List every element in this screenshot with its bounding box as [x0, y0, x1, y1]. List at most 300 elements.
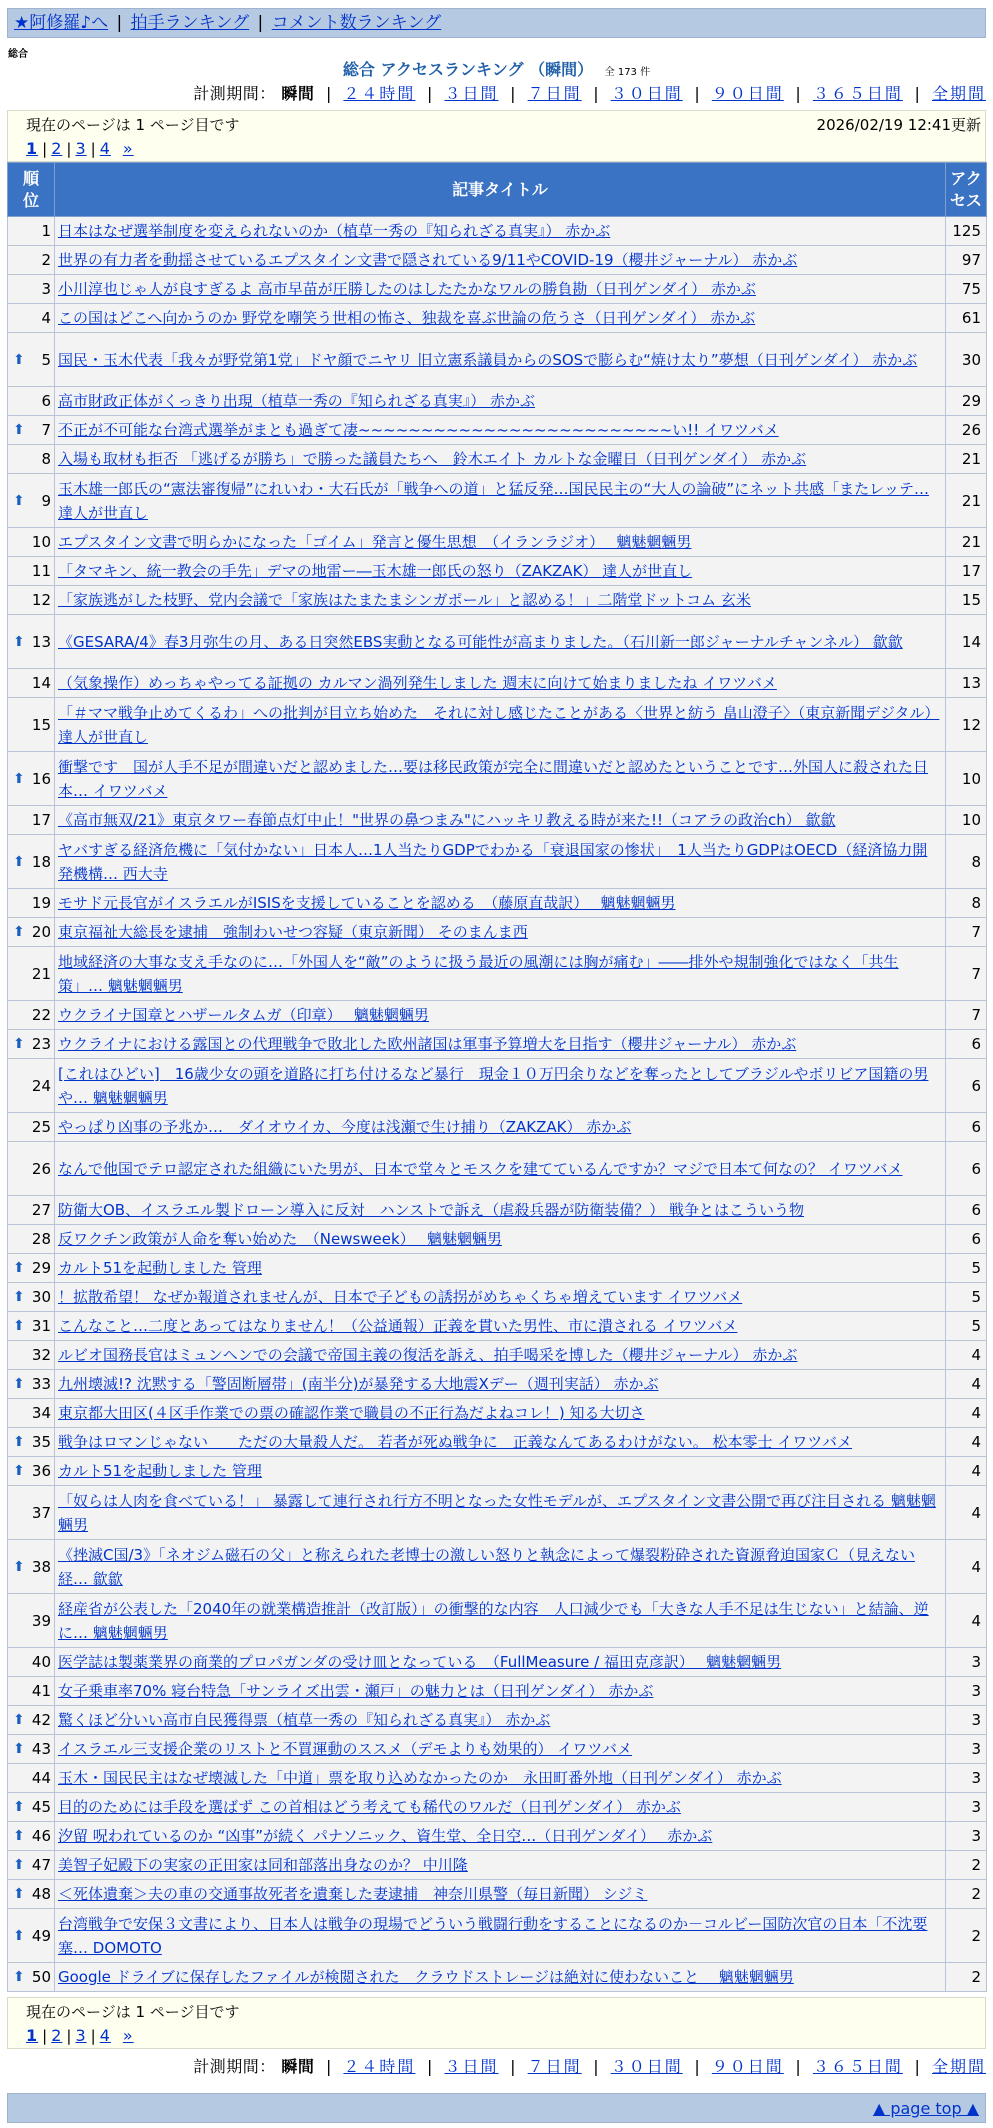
rank-number: 9: [41, 491, 51, 510]
title-cell: [55, 528, 946, 557]
period-link-3d[interactable]: ３日間: [444, 84, 499, 103]
title-cell: [55, 1822, 946, 1851]
rank-cell: [8, 1677, 55, 1706]
article-link[interactable]: 汐留 呪われているのか “凶事”が続く パナソニック、資生堂、全日空…（日刊ゲンダイ） 赤かぶ: [58, 1827, 713, 1845]
table-row: [8, 1428, 987, 1457]
table-row: [8, 1735, 987, 1764]
rank-cell: [8, 528, 55, 557]
rank-number: 23: [31, 1035, 51, 1053]
table-row: [8, 445, 987, 474]
page-link-1[interactable]: 1: [26, 2026, 39, 2045]
title-cell: [55, 1457, 946, 1486]
next-page-link[interactable]: »: [122, 2026, 134, 2045]
rank-number: 4: [41, 309, 51, 327]
period-link-3d[interactable]: ３日間: [444, 2057, 499, 2076]
next-page-link[interactable]: »: [122, 139, 134, 158]
header-title: 記事タイトル: [55, 163, 946, 217]
title-cell: [55, 1486, 946, 1540]
rank-number: 45: [31, 1798, 51, 1816]
title-cell: [55, 1909, 946, 1963]
title-cell: [55, 1283, 946, 1312]
article-link[interactable]: 「タマキン、統一教会の手先」デマの地雷ー―玉木雄一郎氏の怒り（ZAKZAK） 達人が世直し: [58, 562, 693, 580]
rank-cell: [8, 835, 55, 889]
rank-cell: [8, 1254, 55, 1283]
title-cell: [55, 445, 946, 474]
rank-cell: [8, 474, 55, 528]
rank-number: 37: [31, 1503, 51, 1522]
article-link[interactable]: Google ドライブに保存したファイルが検閲された クラウドストレージは絶対に使わないこと 魑魅魍魎男: [58, 1968, 794, 1986]
table-row: [8, 752, 987, 806]
table-row: [8, 889, 987, 918]
access-count: 2: [946, 1851, 987, 1880]
header-rank: 順位: [8, 163, 55, 217]
article-link[interactable]: 高市財政正体がくっきり出現（植草一秀の『知られざる真実』） 赤かぶ: [58, 392, 535, 410]
article-link[interactable]: カルト51を起動しました 管理: [58, 1259, 262, 1277]
article-link[interactable]: 衝撃です 国が人手不足が間違いだと認めました…要は移民政策が完全に間違いだと認めたということです…外国人に殺された日本… イワツバメ: [58, 757, 929, 800]
rank-cell: [8, 445, 55, 474]
access-count: 6: [946, 1225, 987, 1254]
footer-bar: [7, 2093, 986, 2123]
up-arrow-icon: ⬆: [13, 351, 25, 368]
article-link[interactable]: 入場も取材も拒否 「逃げるが勝ち」で勝った議員たちへ 鈴木エイト カルトな金曜日（日刊ゲンダイ） 赤かぶ: [58, 450, 807, 468]
pagination-bottom: [26, 2024, 967, 2048]
up-arrow-icon: ⬆: [13, 1828, 25, 1844]
table-row: [8, 1486, 987, 1540]
title-cell: [55, 698, 946, 752]
title-cell: [55, 304, 946, 333]
access-count: 3: [946, 1648, 987, 1677]
rank-number: 34: [31, 1404, 51, 1422]
current-page-text: 現在のページは 1 ページ目です: [26, 116, 240, 134]
title-cell: [55, 615, 946, 669]
access-count: 3: [946, 1764, 987, 1793]
title-cell: [55, 1793, 946, 1822]
table-row: [8, 1001, 987, 1030]
article-link[interactable]: 玉木雄一郎氏の“憲法審復帰”にれいわ・大石氏が「戦争への道」と猛反発…国民民主の“大人の論破”にネット共感「またレッテ… 達人が世直し: [58, 479, 929, 522]
title-cell: [55, 1370, 946, 1399]
article-link[interactable]: 不正が不可能な台湾式選挙がまとも過ぎて凄~~~~~~~~~~~~~~~~~~~~~~~~~い!! イワツバメ: [58, 421, 779, 439]
rank-cell: [8, 557, 55, 586]
rank-number: 5: [41, 350, 51, 369]
table-row: [8, 1793, 987, 1822]
rank-cell: [8, 889, 55, 918]
title-cell: [55, 918, 946, 947]
rank-number: 29: [31, 1259, 51, 1277]
total-count: 全 173 件: [604, 67, 651, 78]
up-arrow-icon: ⬆: [13, 1857, 25, 1873]
page-top-link[interactable]: ▲ page top ▲: [872, 2099, 979, 2118]
title-cell: [55, 474, 946, 528]
article-link[interactable]: 美智子妃殿下の実家の正田家は同和部落出身なのか？ 中川隆: [58, 1856, 468, 1874]
title-cell: [55, 1001, 946, 1030]
access-count: 8: [946, 835, 987, 889]
rank-number: 42: [31, 1711, 51, 1729]
rank-cell: [8, 1963, 55, 1992]
title-cell: [55, 1225, 946, 1254]
title-cell: [55, 333, 946, 387]
article-link[interactable]: 女子乗車率70% 寝台特急「サンライズ出雲・瀬戸」の魅力とは（日刊ゲンダイ） 赤かぶ: [58, 1682, 654, 1700]
clap-ranking-link[interactable]: 拍手ランキング: [130, 13, 250, 33]
rank-cell: [8, 1880, 55, 1909]
page-separator: |: [90, 140, 96, 158]
title-cell: [55, 1880, 946, 1909]
rank-number: 31: [31, 1317, 51, 1335]
article-link[interactable]: エプスタイン文書で明らかになった「ゴイム」発言と優生思想 （イランラジオ） 魑魅魍魎男: [58, 533, 692, 551]
article-link[interactable]: 《GESARA/4》春3月弥生の月、ある日突然EBS実動となる可能性が高まりました。（石川新一郎ジャーナルチャンネル） 歙歙: [58, 632, 903, 651]
up-arrow-icon: ⬆: [13, 1558, 25, 1575]
article-link[interactable]: 台湾戦争で安保３文書により、日本人は戦争の現場でどういう戦闘行動をすることになるのか－コルビー国防次官の日本「不沈要塞… DOMOTO: [58, 1914, 928, 1957]
page-separator: |: [42, 2027, 48, 2045]
access-count: 125: [946, 217, 987, 246]
article-link[interactable]: イスラエル三支援企業のリストと不買運動のススメ（デモよりも効果的） イワツバメ: [58, 1740, 633, 1758]
access-count: 6: [946, 1196, 987, 1225]
rank-number: 20: [31, 923, 51, 941]
title-cell: [55, 1113, 946, 1142]
period-separator: |: [914, 2057, 921, 2076]
rank-number: 22: [31, 1006, 51, 1024]
page-separator: |: [66, 140, 72, 158]
article-link[interactable]: 驚くほど分いい高市自民獲得票（植草一秀の『知られざる真実』） 赤かぶ: [58, 1711, 551, 1729]
access-count: 4: [946, 1540, 987, 1594]
access-count: 8: [946, 889, 987, 918]
updated-timestamp: 2026/02/19 12:41更新: [816, 116, 981, 134]
up-arrow-icon: ⬆: [13, 924, 25, 940]
page-link-1[interactable]: 1: [26, 139, 39, 158]
page-link-4[interactable]: 4: [99, 2026, 111, 2045]
title-cell: [55, 275, 946, 304]
access-count: 21: [946, 528, 987, 557]
access-count: 10: [946, 806, 987, 835]
access-count: 4: [946, 1428, 987, 1457]
article-link[interactable]: ウクライナ国章とハザールタムガ（印章） 魑魅魍魎男: [58, 1006, 429, 1024]
access-count: 3: [946, 1793, 987, 1822]
rank-number: 24: [31, 1076, 51, 1095]
title-cell: [55, 557, 946, 586]
article-link[interactable]: 防衛大OB、イスラエル製ドローン導入に反対 ハンストで訴え（虐殺兵器が防衛装備？） 戦争とはこういう物: [58, 1201, 804, 1219]
table-row: [8, 1341, 987, 1370]
article-link[interactable]: 九州壊滅!? 沈黙する「警固断層帯」(南半分)が暴発する大地震Xデー（週刊実話） 赤かぶ: [58, 1375, 659, 1393]
title-cell: [55, 752, 946, 806]
title-cell: [55, 1677, 946, 1706]
period-link-24h[interactable]: ２４時間: [343, 84, 416, 103]
table-row: [8, 1851, 987, 1880]
rank-number: 25: [31, 1118, 51, 1136]
nav-separator: |: [257, 13, 264, 33]
header-access: アク セス: [946, 163, 987, 217]
ranking-heading: [0, 60, 993, 83]
rank-cell: [8, 1457, 55, 1486]
rank-cell: [8, 1735, 55, 1764]
table-row: [8, 835, 987, 889]
title-cell: [55, 416, 946, 445]
article-link[interactable]: こんなこと…二度とあってはなりません！（公益通報）正義を貫いた男性、市に潰される イワツバメ: [58, 1317, 738, 1335]
up-arrow-icon: ⬆: [13, 1376, 25, 1392]
access-count: 4: [946, 1457, 987, 1486]
up-arrow-icon: ⬆: [13, 1712, 25, 1728]
table-row: [8, 615, 987, 669]
table-row: [8, 1909, 987, 1963]
access-count: 7: [946, 918, 987, 947]
access-count: 15: [946, 586, 987, 615]
article-link[interactable]: モサド元長官がイスラエルがISISを支援していることを認める （藤原直哉訳） 魑魅魍魎男: [58, 894, 676, 912]
table-row: [8, 1225, 987, 1254]
period-link-30d[interactable]: ３０日間: [610, 84, 683, 103]
article-link[interactable]: 世界の有力者を動揺させているエプスタイン文書で隠されている9/11やCOVID-19（櫻井ジャーナル） 赤かぶ: [58, 251, 798, 269]
table-row: [8, 528, 987, 557]
table-row: [8, 1283, 987, 1312]
up-arrow-icon: ⬆: [13, 1886, 25, 1902]
rank-number: 30: [31, 1288, 51, 1306]
title-cell: [55, 1764, 946, 1793]
page-link-3[interactable]: 3: [75, 2026, 87, 2045]
title-cell: [55, 1254, 946, 1283]
title-cell: [55, 1428, 946, 1457]
access-count: 4: [946, 1486, 987, 1540]
period-link-90d[interactable]: ９０日間: [711, 84, 784, 103]
period-separator: |: [325, 2057, 332, 2076]
up-arrow-icon: ⬆: [13, 633, 25, 650]
access-count: 5: [946, 1254, 987, 1283]
ranking-table-body: [8, 217, 987, 1992]
table-row: [8, 1457, 987, 1486]
access-count: 97: [946, 246, 987, 275]
table-row: [8, 1648, 987, 1677]
table-row: [8, 1677, 987, 1706]
period-separator: |: [694, 2057, 701, 2076]
page-link-3[interactable]: 3: [75, 139, 87, 158]
table-row: [8, 1963, 987, 1992]
rank-number: 14: [31, 674, 51, 692]
title-cell: [55, 1312, 946, 1341]
table-row: [8, 1764, 987, 1793]
rank-number: 49: [31, 1926, 51, 1945]
period-link-365d[interactable]: ３６５日間: [812, 2057, 903, 2076]
article-link[interactable]: 国民・玉木代表「我々が野党第1党」ドヤ顔でニヤリ 旧立憲系議員からのSOSで膨らむ“焼け太り”夢想（日刊ゲンダイ） 赤かぶ: [58, 350, 918, 369]
title-cell: [55, 1706, 946, 1735]
access-count: 3: [946, 1735, 987, 1764]
page-link-2[interactable]: 2: [51, 2026, 63, 2045]
rank-number: 11: [31, 562, 51, 580]
rank-cell: [8, 1312, 55, 1341]
table-row: [8, 698, 987, 752]
article-link[interactable]: 「＃ママ戦争止めてくるわ」への批判が目立ち始めた それに対し感じたことがある〈世界と紡う 畠山澄子〉（東京新聞デジタル） 達人が世直し: [58, 703, 940, 746]
access-count: 3: [946, 1706, 987, 1735]
article-link[interactable]: やっぱり凶事の予兆か… ダイオウイカ、今度は浅瀬で生け捕り（ZAKZAK） 赤かぶ: [58, 1118, 632, 1136]
article-link[interactable]: 目的のためには手段を選ばず この首相はどう考えても稀代のワルだ（日刊ゲンダイ） 赤かぶ: [58, 1798, 681, 1816]
page-separator: |: [66, 2027, 72, 2045]
nav-separator: |: [116, 13, 123, 33]
article-link[interactable]: 小川淳也じゃ人が良すぎるよ 高市早苗が圧勝したのはしたたかなワルの勝負勘（日刊ゲンダイ） 赤かぶ: [58, 280, 756, 298]
article-link[interactable]: 地域経済の大事な支え手なのに…「外国人を“敵”のように扱う最近の風潮には胸が痛む」――排外や規制強化ではなく「共生策」… 魑魅魍魎男: [58, 952, 899, 995]
rank-number: 27: [31, 1201, 51, 1219]
period-link-all[interactable]: 全期間: [931, 2057, 986, 2076]
article-link[interactable]: ウクライナにおける露国との代理戦争で敗北した欧州諸国は軍事予算増大を目指す（櫻井ジャーナル） 赤かぶ: [58, 1035, 797, 1053]
rank-cell: [8, 1142, 55, 1196]
ranking-table: [7, 162, 987, 1992]
access-count: 7: [946, 947, 987, 1001]
period-selector-top: [193, 84, 986, 104]
up-arrow-icon: ⬆: [13, 1434, 25, 1450]
article-link[interactable]: 東京都大田区(４区手作業での票の確認作業で職員の不正行為だよねコレ！) 知る大切さ: [58, 1404, 645, 1422]
article-link[interactable]: 「奴らは人肉を食べている！」 暴露して連行され行方不明となった女性モデルが、エプスタイン文書公開で再び注目される 魑魅魍魎男: [58, 1491, 936, 1534]
access-count: 75: [946, 275, 987, 304]
table-row: [8, 1540, 987, 1594]
rank-cell: [8, 304, 55, 333]
page-link-2[interactable]: 2: [51, 139, 63, 158]
period-separator: |: [427, 2057, 433, 2076]
article-link[interactable]: 《挫滅C国/3》「ネオジム磁石の父」と称えられた老博士の激しい怒りと執念によって爆裂粉砕された資源脅迫国家Ｃ（見えない経… 歙歙: [58, 1545, 915, 1588]
up-arrow-icon: ⬆: [13, 1260, 25, 1276]
rank-cell: [8, 669, 55, 698]
access-count: 7: [946, 1001, 987, 1030]
table-row: [8, 1594, 987, 1648]
article-link[interactable]: なんで他国でテロ認定された組織にいた男が、日本で堂々とモスクを建てているんですか？マジで日本て何なの？ イワツバメ: [58, 1159, 903, 1178]
access-count: 2: [946, 1963, 987, 1992]
title-cell: [55, 947, 946, 1001]
table-header-row: [8, 163, 987, 217]
table-row: [8, 333, 987, 387]
rank-number: 26: [31, 1159, 51, 1178]
article-link[interactable]: （気象操作）めっちゃやってる証拠の カルマン渦列発生しました 週末に向けて始まりましたね イワツバメ: [58, 674, 777, 692]
table-row: [8, 1370, 987, 1399]
period-separator: |: [694, 84, 701, 103]
period-label: 計測期間：: [193, 84, 276, 103]
period-current: 瞬間: [281, 84, 315, 103]
rank-number: 33: [31, 1375, 51, 1393]
period-separator: |: [795, 84, 802, 103]
period-link-7d[interactable]: ７日間: [527, 2057, 582, 2076]
article-link[interactable]: この国はどこへ向かうのか 野党を嘲笑う世相の怖さ、独裁を喜ぶ世論の危うさ（日刊ゲンダイ） 赤かぶ: [58, 309, 756, 327]
access-count: 4: [946, 1370, 987, 1399]
title-cell: [55, 1851, 946, 1880]
article-link[interactable]: 医学誌は製薬業界の商業的プロパガンダの受け皿となっている （FullMeasure / 福田克彦訳） 魑魅魍魎男: [58, 1653, 782, 1671]
rank-number: 15: [31, 715, 51, 734]
article-link[interactable]: 経産省が公表した「2040年の就業構造推計（改訂版）」の衝撃的な内容 人口減少でも「大きな人手不足は生じない」と結論、逆に… 魑魅魍魎男: [58, 1599, 929, 1642]
access-count: 13: [946, 669, 987, 698]
access-count: 61: [946, 304, 987, 333]
page-separator: |: [42, 140, 48, 158]
rank-cell: [8, 1822, 55, 1851]
rank-cell: [8, 1648, 55, 1677]
rank-cell: [8, 416, 55, 445]
table-row: [8, 947, 987, 1001]
rank-number: 10: [31, 533, 51, 551]
table-row: [8, 806, 987, 835]
up-arrow-icon: ⬆: [13, 1036, 25, 1052]
rank-cell: [8, 1196, 55, 1225]
period-separator: |: [325, 84, 332, 103]
rank-cell: [8, 586, 55, 615]
title-cell: [55, 835, 946, 889]
title-cell: [55, 586, 946, 615]
pagination: [26, 137, 967, 161]
article-link[interactable]: 東京福祉大総長を逮捕 強制わいせつ容疑（東京新聞） そのまんま西: [58, 923, 528, 941]
rank-number: 3: [41, 280, 51, 298]
title-cell: [55, 1540, 946, 1594]
rank-cell: [8, 1399, 55, 1428]
article-link[interactable]: 玉木・国民民主はなぜ壊滅した「中道」票を取り込めなかったのか 永田町番外地（日刊ゲンダイ） 赤かぶ: [58, 1769, 782, 1787]
title-cell: [55, 217, 946, 246]
period-link-90d[interactable]: ９０日間: [711, 2057, 784, 2076]
table-row: [8, 1059, 987, 1113]
article-link[interactable]: ヤバすぎる経済危機に「気付かない」日本人…1人当たりGDPでわかる「衰退国家の惨状」 1人当たりGDPはOECD（経済協力開発機構… 西大寺: [58, 840, 928, 883]
title-cell: [55, 1142, 946, 1196]
rank-cell: [8, 1001, 55, 1030]
table-row: [8, 246, 987, 275]
rank-number: 44: [31, 1769, 51, 1787]
article-link[interactable]: [これはひどい] 16歳少女の頭を道路に打ち付けるなど暴行 現金１０万円余りなどを奪ったとしてブラジルやボリビア国籍の男や… 魑魅魍魎男: [58, 1064, 929, 1107]
rank-number: 8: [41, 450, 51, 468]
up-arrow-icon: ⬆: [13, 1799, 25, 1815]
rank-number: 1: [41, 222, 51, 240]
pager-top: [7, 110, 986, 162]
title-cell: [55, 1341, 946, 1370]
article-link[interactable]: 日本はなぜ選挙制度を変えられないのか（植草一秀の『知られざる真実』） 赤かぶ: [58, 222, 611, 240]
article-link[interactable]: 《高市無双/21》東京タワー春節点灯中止！"世界の鼻つまみ"にハッキリ教える時が来た!!（コアラの政治ch） 歙歙: [58, 811, 836, 829]
rank-number: 40: [31, 1653, 51, 1671]
article-link[interactable]: 「家族逃がした枝野、党内会議で「家族はたまたまシンガポール」と認める！」二階堂ドットコム 玄米: [58, 591, 751, 609]
rank-cell: [8, 806, 55, 835]
title-cell: [55, 1735, 946, 1764]
access-count: 2: [946, 1880, 987, 1909]
table-row: [8, 275, 987, 304]
period-link-365d[interactable]: ３６５日間: [812, 84, 903, 103]
rank-cell: [8, 1909, 55, 1963]
period-link-7d[interactable]: ７日間: [527, 84, 582, 103]
comment-ranking-link[interactable]: コメント数ランキング: [271, 13, 442, 33]
rank-cell: [8, 918, 55, 947]
up-arrow-icon: ⬆: [13, 1463, 25, 1479]
period-separator: |: [593, 2057, 600, 2076]
table-row: [8, 557, 987, 586]
home-link[interactable]: ★阿修羅♪へ: [14, 13, 109, 33]
table-row: [8, 1196, 987, 1225]
article-link[interactable]: 反ワクチン政策が人命を奪い始めた （Newsweek） 魑魅魍魎男: [58, 1230, 502, 1248]
article-link[interactable]: ＜死体遺棄＞夫の車の交通事故死者を遺棄した妻逮捕 神奈川県警（毎日新聞） シジミ: [58, 1885, 648, 1903]
article-link[interactable]: 戦争はロマンじゃない ただの大量殺人だ。 若者が死ぬ戦争に 正義なんてあるわけがない。 松本零士 イワツバメ: [58, 1433, 853, 1451]
rank-cell: [8, 1540, 55, 1594]
rank-cell: [8, 1225, 55, 1254]
access-count: 26: [946, 416, 987, 445]
period-link-all[interactable]: 全期間: [931, 84, 986, 103]
access-count: 5: [946, 1283, 987, 1312]
period-separator: |: [795, 2057, 802, 2076]
rank-number: 28: [31, 1230, 51, 1248]
page-link-4[interactable]: 4: [99, 139, 111, 158]
section-label: 総合: [8, 49, 28, 60]
rank-cell: [8, 1706, 55, 1735]
current-page-text-bottom: 現在のページは 1 ページ目です: [26, 2003, 240, 2021]
table-row: [8, 586, 987, 615]
article-link[interactable]: ！拡散希望！ なぜか報道されませんが、日本で子どもの誘拐がめちゃくちゃ増えています イワツバメ: [58, 1288, 743, 1306]
table-row: [8, 669, 987, 698]
period-link-30d[interactable]: ３０日間: [610, 2057, 683, 2076]
table-row: [8, 1142, 987, 1196]
rank-cell: [8, 1793, 55, 1822]
article-link[interactable]: ルビオ国務長官はミュンヘンでの会議で帝国主義の復活を訴え、拍手喝采を博した（櫻井ジャーナル） 赤かぶ: [58, 1346, 798, 1364]
rank-cell: [8, 387, 55, 416]
rank-cell: [8, 1486, 55, 1540]
article-link[interactable]: カルト51を起動しました 管理: [58, 1462, 262, 1480]
period-current: 瞬間: [281, 2057, 315, 2076]
table-row: [8, 1113, 987, 1142]
period-link-24h[interactable]: ２４時間: [343, 2057, 416, 2076]
rank-number: 46: [31, 1827, 51, 1845]
rank-cell: [8, 752, 55, 806]
title-cell: [55, 1648, 946, 1677]
table-row: [8, 1399, 987, 1428]
rank-cell: [8, 1370, 55, 1399]
